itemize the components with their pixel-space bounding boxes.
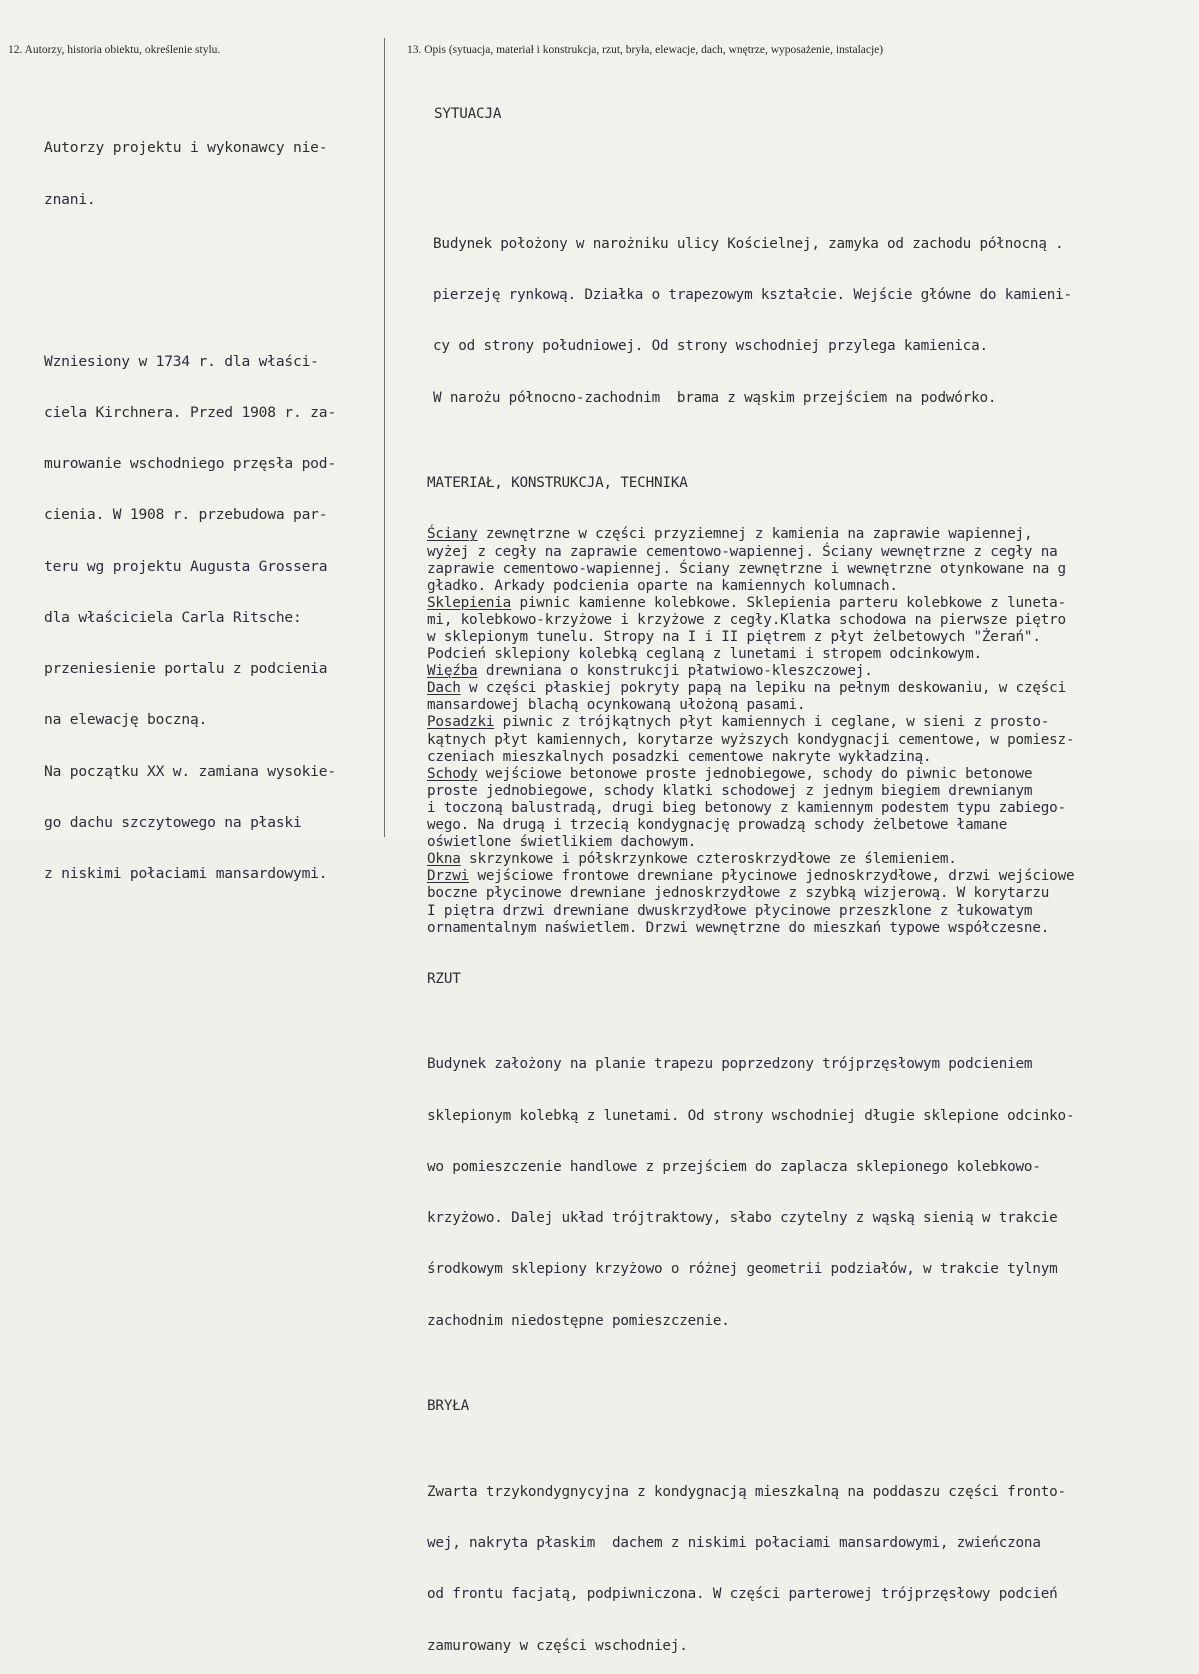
authors-paragraph xyxy=(44,105,336,242)
text-line: Na początku XX w. zamiana wysokie- xyxy=(44,763,336,780)
text-line: zachodnim niedostępne pomieszczenie. xyxy=(427,1313,1074,1330)
line-text: Podcień sklepiony kolebką ceglaną z lunetami i stropem odcinkowym. xyxy=(427,646,982,662)
text-line: cienia. W 1908 r. przebudowa par- xyxy=(44,506,336,523)
text-line xyxy=(427,697,1074,714)
line-text: skrzynkowe i półskrzynkowe czteroskrzydłowe ze ślemieniem. xyxy=(461,851,957,867)
text-line xyxy=(427,920,1074,937)
text-line: znani. xyxy=(44,191,336,208)
text-line xyxy=(427,766,1074,783)
line-text: w sklepionym tunelu. Stropy na I i II piętrem z płyt żelbetowych "Żerań". xyxy=(427,629,1041,645)
line-text: wejściowe frontowe drewniane płycinowe jednoskrzydłowe, drzwi wejściowe xyxy=(469,868,1074,884)
text-line xyxy=(427,526,1074,543)
line-text: piwnic z trójkątnych płyt kamiennych i ceglane, w sieni z prosto- xyxy=(494,714,1049,730)
section-title-rzut: RZUT xyxy=(427,971,1074,988)
text-line: teru wg projektu Augusta Grossera xyxy=(44,558,336,575)
text-line xyxy=(427,595,1074,612)
text-line: wo pomieszczenie handlowe z przejściem do zaplacza sklepionego kolebkowo- xyxy=(427,1159,1074,1176)
text-line: Zwarta trzykondygnycyjna z kondygnacją mieszkalną na poddaszu części fronto- xyxy=(427,1484,1074,1501)
text-line xyxy=(427,544,1074,561)
text-line xyxy=(427,561,1074,578)
text-line xyxy=(427,800,1074,817)
sytuacja-paragraph xyxy=(427,202,1074,441)
text-line xyxy=(427,749,1074,766)
section-title-sytuacja: SYTUACJA xyxy=(427,106,1074,123)
line-text: mi, kolebkowo-krzyżowe i krzyżowe z cegły.Klatka schodowa na pierwsze piętro xyxy=(427,612,1066,628)
text-line xyxy=(427,783,1074,800)
text-line: ciela Kirchnera. Przed 1908 r. za- xyxy=(44,404,336,421)
text-line: na elewację boczną. xyxy=(44,711,336,728)
text-line xyxy=(427,868,1074,885)
text-line: Budynek założony na planie trapezu poprzedzony trójprzęsłowym podcieniem xyxy=(427,1056,1074,1073)
line-text: oświetlone świetlikiem dachowym. xyxy=(427,834,696,850)
line-text: I piętra drzwi drewniane dwuskrzydłowe płycinowe przeszklone z łukowatym xyxy=(427,903,1032,919)
section-title-bryla: BRYŁA xyxy=(427,1398,1074,1415)
material-paragraph xyxy=(427,526,1074,936)
text-line xyxy=(427,680,1074,697)
line-text: gładko. Arkady podcienia oparte na kamiennych kolumnach. xyxy=(427,578,898,594)
line-text: zewnętrzne w części przyziemnej z kamienia na zaprawie wapiennej, xyxy=(477,526,1032,542)
text-line: od frontu facjatą, podpiwniczona. W części parterowej trójprzęsłowy podcień xyxy=(427,1586,1074,1603)
line-text: w części płaskiej pokryty papą na lepiku na pełnym deskowaniu, w części xyxy=(461,680,1066,696)
underlined-term: Okna xyxy=(427,851,461,867)
line-text: mansardowej blachą ocynkowaną ułożoną pasami. xyxy=(427,697,805,713)
text-line xyxy=(427,646,1074,663)
text-line xyxy=(427,851,1074,868)
text-line xyxy=(427,629,1074,646)
underlined-term: Schody xyxy=(427,766,477,782)
text-line: sklepionym kolebką z lunetami. Od strony wschodniej długie sklepione odcinko- xyxy=(427,1108,1074,1125)
underlined-term: Dach xyxy=(427,680,461,696)
section-12-header: 12. Autorzy, historia obiektu, określenie stylu. xyxy=(8,44,220,56)
text-line: Wzniesiony w 1734 r. dla właści- xyxy=(44,353,336,370)
text-line: środkowym sklepiony krzyżowo o różnej geometrii podziałów, w trakcie tylnym xyxy=(427,1261,1074,1278)
text-line: Budynek położony w narożniku ulicy Kościelnej, zamyka od zachodu północną . xyxy=(427,236,1074,253)
text-line: murowanie wschodniego przęsła pod- xyxy=(44,455,336,472)
line-text: ornamentalnym naświetlem. Drzwi wewnętrzne do mieszkań typowe współczesne. xyxy=(427,920,1049,936)
left-column xyxy=(44,71,336,951)
text-line: zamurowany w części wschodniej. xyxy=(427,1638,1074,1655)
text-line xyxy=(427,732,1074,749)
text-line xyxy=(427,885,1074,902)
text-line: go dachu szczytowego na płaski xyxy=(44,814,336,831)
text-line xyxy=(427,903,1074,920)
rzut-paragraph xyxy=(427,1022,1074,1364)
text-line: z niskimi połaciami mansardowymi. xyxy=(44,865,336,882)
line-text: boczne płycinowe drewniane jednoskrzydłowe z szybką wizjerową. W korytarzu xyxy=(427,885,1049,901)
text-line: dla właściciela Carla Ritsche: xyxy=(44,609,336,626)
text-line xyxy=(427,612,1074,629)
underlined-term: Sklepienia xyxy=(427,595,511,611)
text-line xyxy=(427,714,1074,731)
underlined-term: Drzwi xyxy=(427,868,469,884)
text-line xyxy=(427,663,1074,680)
underlined-term: Ściany xyxy=(427,526,477,542)
text-line xyxy=(427,817,1074,834)
text-line: Autorzy projektu i wykonawcy nie- xyxy=(44,139,336,156)
underlined-term: Posadzki xyxy=(427,714,494,730)
text-line: cy od strony południowej. Od strony wschodniej przylega kamienica. xyxy=(427,338,1074,355)
line-text: proste jednobiegowe, schody klatki schodowej z jednym biegiem drewnianym xyxy=(427,783,1032,799)
bryla-paragraph xyxy=(427,1450,1074,1674)
line-text: kątnych płyt kamiennych, korytarze wyższych kondygnacji cementowe, w pomiesz- xyxy=(427,732,1074,748)
text-line: krzyżowo. Dalej układ trójtraktowy, słabo czytelny z wąską sienią w trakcie xyxy=(427,1210,1074,1227)
section-title-material: MATERIAŁ, KONSTRUKCJA, TECHNIKA xyxy=(427,475,1074,492)
line-text: drewniana o konstrukcji płatwiowo-kleszczowej. xyxy=(477,663,872,679)
line-text: wejściowe betonowe proste jednobiegowe, schody do piwnic betonowe xyxy=(477,766,1032,782)
text-line: przeniesienie portalu z podcienia xyxy=(44,660,336,677)
text-line: W narożu północno-zachodnim brama z wąskim przejściem na podwórko. xyxy=(427,390,1074,407)
section-13-header: 13. Opis (sytuacja, materiał i konstrukcja, rzut, bryła, elewacje, dach, wnętrze, wyposażenie, instalacje) xyxy=(407,44,883,56)
text-line xyxy=(427,578,1074,595)
text-line: wej, nakryta płaskim dachem z niskimi połaciami mansardowymi, zwieńczona xyxy=(427,1535,1074,1552)
line-text: zaprawie cementowo-wapiennej. Ściany zewnętrzne i wewnętrzne otynkowane na g xyxy=(427,561,1066,577)
line-text: czeniach mieszkalnych posadzki cementowe nakryte wykładziną. xyxy=(427,749,931,765)
right-column xyxy=(427,72,1074,1674)
underlined-term: Więźba xyxy=(427,663,477,679)
line-text: wego. Na drugą i trzecią kondygnację prowadzą schody żelbetowe łamane xyxy=(427,817,1007,833)
line-text: i toczoną balustradą, drugi bieg betonowy z kamiennym podestem typu zabiego- xyxy=(427,800,1066,816)
line-text: piwnic kamienne kolebkowe. Sklepienia parteru kolebkowe z luneta- xyxy=(511,595,1066,611)
line-text: wyżej z cegły na zaprawie cementowo-wapiennej. Ściany wewnętrzne z cegły na xyxy=(427,544,1058,560)
text-line: pierzeję rynkową. Działka o trapezowym kształcie. Wejście główne do kamieni- xyxy=(427,287,1074,304)
column-divider xyxy=(384,38,385,837)
history-paragraph xyxy=(44,318,336,916)
